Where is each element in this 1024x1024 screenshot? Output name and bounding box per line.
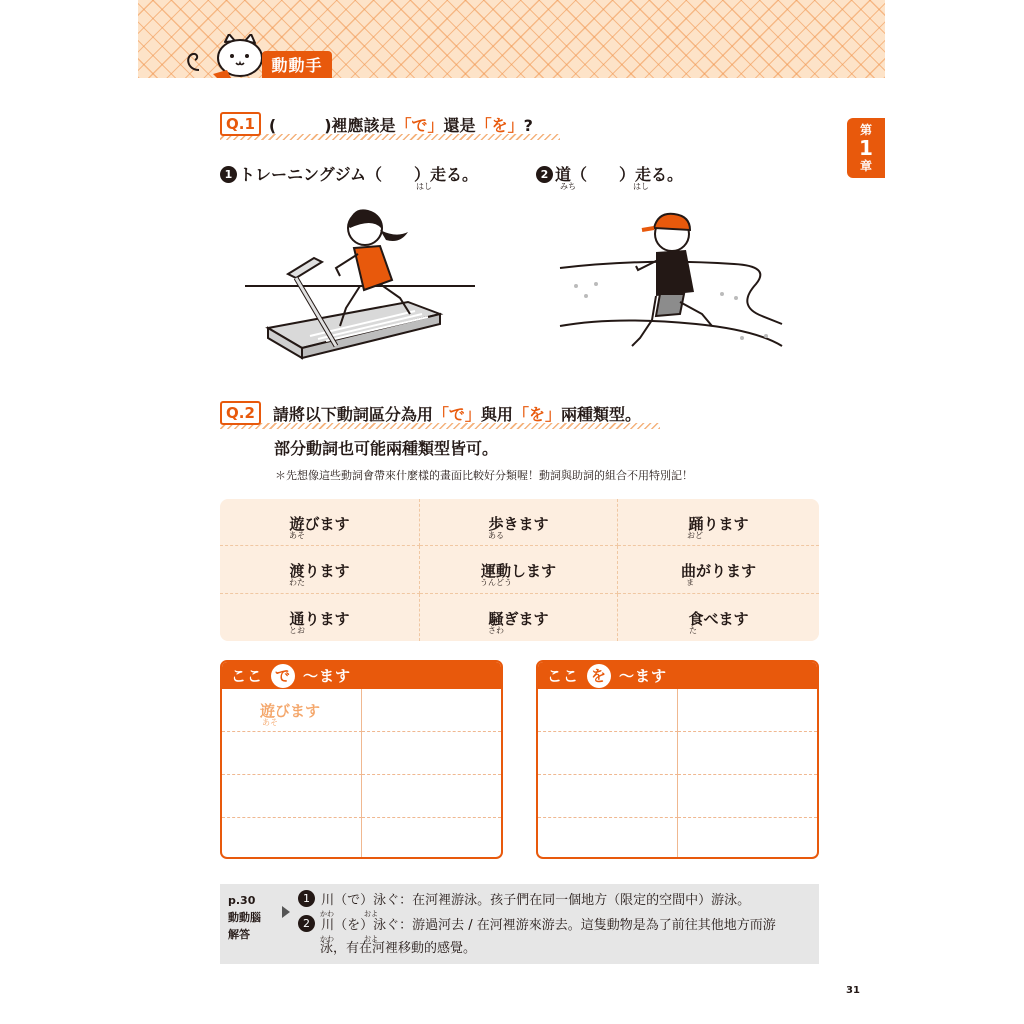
q2-line1-c: 兩種類型。	[560, 404, 641, 424]
q2-kana-de: 「で」	[432, 404, 481, 424]
verb: 通ります	[289, 610, 350, 628]
q1-item-1	[220, 162, 478, 185]
cat-mascot-icon	[183, 34, 265, 80]
verb-ruby: ま	[686, 578, 694, 587]
q1-text-c: ?	[523, 115, 533, 135]
q1-kana-de: 「で」	[395, 115, 444, 135]
answer-de-cell-8[interactable]	[362, 818, 501, 859]
answer-key-subtitle: 解答	[228, 928, 250, 941]
verb-cell	[618, 594, 819, 641]
verb-ruby: さわ	[488, 626, 504, 635]
answer-wo-cell-4[interactable]	[678, 732, 817, 775]
q2-note: ＊先想像這些動詞會帶來什麼樣的畫面比較好分類喔！動詞與助詞的組合不用特別記！	[275, 469, 693, 482]
answer-key-label	[228, 892, 261, 943]
verb: 食べます	[688, 610, 749, 628]
chapter-pre: 第	[859, 123, 872, 137]
q1-item-2-ruby-2: はし	[633, 182, 649, 191]
answer-wo-cell-5[interactable]	[538, 775, 678, 818]
example-answer-ruby: あそ	[262, 718, 278, 727]
answer-de-cell-1[interactable]	[222, 689, 362, 732]
answer-key-line-2: 川（を）泳ぐ：游過河去 / 在河裡游來游去。這隻動物是為了前往其他地方而游	[321, 918, 776, 933]
verb-ruby: ある	[488, 531, 504, 540]
answer-key-line-1: 川（で）泳ぐ：在河裡游泳。孩子們在同一個地方（限定的空間中）游泳。	[321, 893, 751, 908]
answer-key-ruby: かわ	[320, 910, 334, 918]
q1-item-2-text: 道（ ）走る。	[555, 165, 684, 184]
answer-box-de	[220, 660, 503, 859]
answer-de-cell-2[interactable]	[362, 689, 501, 732]
q1-item-1-ruby: はし	[416, 182, 432, 191]
answer-wo-cell-7[interactable]	[538, 818, 678, 859]
number-2-icon: 2	[536, 166, 553, 183]
road-runner-illustration	[556, 206, 788, 358]
verb-ruby: わた	[289, 578, 305, 587]
verb: 運動します	[480, 562, 557, 580]
verb-ruby: あそ	[289, 531, 305, 540]
verb: 渡ります	[289, 562, 350, 580]
verb-cell	[220, 594, 420, 641]
chapter-number: 1	[859, 136, 873, 160]
answer-key-lines	[298, 890, 813, 957]
answer-de-pre: ここ	[231, 667, 264, 685]
verb-cell	[220, 499, 420, 546]
verb: 踊ります	[688, 515, 749, 533]
answer-wo-cell-2[interactable]	[678, 689, 817, 732]
answer-de-cell-7[interactable]	[222, 818, 362, 859]
verb-cell	[618, 499, 819, 546]
answer-key-ruby: かわ	[320, 935, 334, 943]
particle-de-badge: で	[271, 664, 295, 688]
answer-wo-post: 〜ます	[619, 667, 668, 685]
verb: 歩きます	[488, 515, 549, 533]
verb-ruby: おど	[687, 531, 703, 540]
q1-item-2	[536, 162, 683, 185]
q1-text-a: ( )裡應該是	[268, 115, 396, 135]
particle-wo-badge: を	[587, 664, 611, 688]
example-answer: 遊びます	[260, 702, 321, 720]
answer-key-page: p.30	[228, 894, 256, 907]
page-number: 31	[846, 985, 860, 996]
answer-key-ruby: およ	[364, 935, 378, 943]
chapter-post: 章	[859, 159, 872, 173]
answer-key	[220, 884, 819, 964]
answer-wo-cell-8[interactable]	[678, 818, 817, 859]
answer-de-cell-5[interactable]	[222, 775, 362, 818]
verb-cell	[420, 594, 618, 641]
answer-wo-cell-3[interactable]	[538, 732, 678, 775]
answer-wo-pre: ここ	[547, 667, 580, 685]
verb-cell	[618, 546, 819, 594]
q1-heading	[220, 112, 533, 136]
verb-ruby: た	[689, 626, 697, 635]
verb: 騒ぎます	[488, 610, 549, 628]
chapter-tab[interactable]	[847, 118, 885, 178]
q2-badge: Q.2	[220, 401, 261, 425]
answer-box-wo-header	[538, 662, 817, 689]
number-1-icon: 1	[298, 890, 315, 907]
answer-de-cell-3[interactable]	[222, 732, 362, 775]
verb-cell	[420, 546, 618, 594]
q1-item-2-ruby-1: みち	[560, 182, 576, 191]
q1-item-1-text: トレーニングジム（ ）走る。	[239, 165, 479, 184]
q1-text-b: 還是	[443, 115, 476, 135]
number-2-icon: 2	[298, 915, 315, 932]
verb: 曲がります	[680, 562, 757, 580]
verb-ruby: とお	[289, 626, 305, 635]
verb-grid	[220, 499, 819, 641]
verb-ruby: うんどう	[480, 578, 512, 587]
treadmill-runner-illustration	[240, 198, 480, 370]
answer-wo-cell-1[interactable]	[538, 689, 678, 732]
answer-key-line-3: 泳，有在河裡移動的感覺。	[320, 941, 477, 956]
q1-kana-wo: 「を」	[475, 115, 524, 135]
q2-line1-b: 與用	[480, 404, 513, 424]
answer-key-title: 動動腦	[228, 911, 261, 924]
q2-kana-wo: 「を」	[512, 404, 561, 424]
number-1-icon: 1	[220, 166, 237, 183]
section-tab: 動動手	[262, 51, 332, 78]
answer-de-cell-4[interactable]	[362, 732, 501, 775]
q2-line2: 部分動詞也可能兩種類型皆可。	[274, 439, 499, 458]
answer-box-de-header	[222, 662, 501, 689]
q1-badge: Q.1	[220, 112, 261, 136]
q2-line1-a: 請將以下動詞區分為用	[272, 404, 433, 424]
verb-cell	[220, 546, 420, 594]
answer-de-post: 〜ます	[303, 667, 352, 685]
arrow-right-icon	[282, 906, 290, 918]
verb-cell	[420, 499, 618, 546]
q2-heading	[220, 401, 641, 425]
answer-key-ruby: およ	[364, 910, 378, 918]
answer-box-wo	[536, 660, 819, 859]
answer-de-cell-6[interactable]	[362, 775, 501, 818]
verb: 遊びます	[289, 515, 350, 533]
answer-wo-cell-6[interactable]	[678, 775, 817, 818]
